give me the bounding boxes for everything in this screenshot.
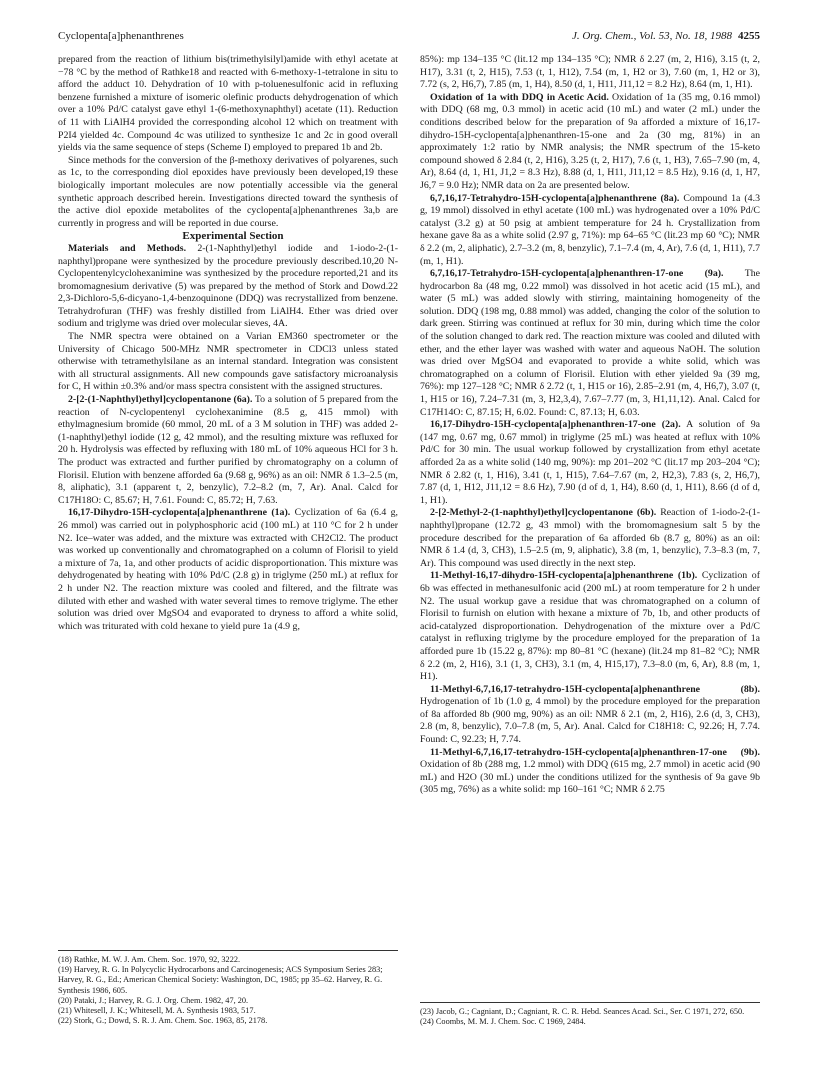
paragraph-9b (420, 747, 760, 797)
footnote-18: (18) Rathke, M. W. J. Am. Chem. Soc. 1970, 92, 3222. (58, 955, 241, 964)
paragraph-6b (420, 507, 760, 570)
subhead-1b: 11-Methyl-16,17-dihydro-15H-cyclopenta[a]phenanthrene (1b). (430, 570, 698, 582)
footnote-24: (24) Coombs, M. M. J. Chem. Soc. C 1969, 2484. (420, 1017, 586, 1027)
subhead-6a: 2-[2-(1-Naphthyl)ethyl]cyclopentanone (6a). (68, 394, 253, 406)
paragraph-6a (58, 394, 398, 507)
footnote-23: (23) Jacob, G.; Cagniant, D.; Cagniant, R. C. R. Hebd. Seances Acad. Sci., Ser. C 1971, 272, 650. (420, 1007, 745, 1016)
journal-citation: J. Org. Chem., Vol. 53, No. 18, 1988 (571, 30, 732, 42)
text-9b: Oxidation of 8b (288 mg, 1.2 mmol) with DDQ (615 mg, 2.7 mmol) in acetic acid (90 mL) and H2O (30 mL) under the conditions utilized for the synthesis of 9a gave 9b (305 mg, 76%) as a white solid: mp 160–161 °C; NMR δ 2.75 (420, 759, 760, 796)
footnote-rule-right (420, 1002, 760, 1003)
subhead-9b: 11-Methyl-6,7,16,17-tetrahydro-15H-cyclopenta[a]phenanthren-17-one (9b). (430, 746, 760, 758)
section-title: Experimental Section (182, 230, 284, 243)
running-header (58, 30, 760, 46)
text-1b: Cyclization of 6b was effected in methanesulfonic acid (200 mL) at room temperature for 2 h under N2. The usual workup gave a residue that was chromatographed on a column of Florisil to furnish on elution with hexane a mixture of 7b, 1b, and other products of acid-catalyzed disproportionation. Dehydrogenation of the mixture over a Pd/C catalyst in refluxing triglyme by the procedure employed for the preparation of 1a afforded pure 1b (15.22 g, 87%): mp 80–81 °C (hexane) (lit.24 mp 81–82 °C); NMR δ 2.2 (m, 2, H16), 3.1 (1, 3, CH3), 3.1 (m, 4, H15,17), 7.3–8.0 (m, 6, Ar), 8.8 (m, 1, H1). (420, 570, 760, 683)
paragraph-9a (420, 268, 760, 419)
header-section-title: Cyclopenta[a]phenanthrenes (58, 30, 184, 42)
footnote-19: (19) Harvey, R. G. In Polycyclic Hydrocarbons and Carcinogenesis; ACS Symposium Series 283; Harvey, R. G., Ed.; American Chemical Society: Washington, DC, 1985; pp 35–62. Harvey, R. G. Synthesis 1986, 605. (58, 965, 383, 995)
subhead-8b: 11-Methyl-6,7,16,17-tetrahydro-15H-cyclopenta[a]phenanthrene (8b). (430, 683, 760, 695)
page-number: 4255 (738, 30, 760, 42)
text-oxidation-1a: Oxidation of 1a (35 mg, 0.16 mmol) with DDQ (68 mg, 0.3 mmol) in acetic acid (10 mL) and water (2 mL) under the conditions described below for the preparation of 9a afforded a mixture of 16,17-dihydro-15H-cyclopenta[a]phenanthren-15-one and 2a (30 mg, 81%) in an approximately 1:2 ratio by NMR analysis; the NMR spectrum of the 15-keto compound showed δ 2.84 (t, 2, H16), 3.25 (t, 2, H17), 7.6 (t, 1, H3), 7.65–7.90 (m, 4, Ar), 8.64 (d, 1, H1, J1,2 = 8.3 Hz), 8.88 (d, 1, H11, J11,12 = 8.5 Hz), 9.16 (d, 1, H7, J6,7 = 9.0 Hz); NMR data on 2a are presented below. (420, 91, 760, 191)
text-6b: Reaction of 1-iodo-2-(1-naphthyl)propane (12.72 g, 43 mmol) with the bromomagnesium salt 5 by the procedure described for the preparation of 6a afforded 6b (8.7 g, 80%) as an oil: NMR δ 1.4 (d, 3, CH3), 1.5–2.5 (m, 9, aliphatic), 3.8 (m, 1, benzylic), 7.3–8.3 (m, 7, Ar). This compound was used directly in the next step. (420, 507, 760, 569)
text-materials: 2-(1-Naphthyl)ethyl iodide and 1-iodo-2-(1-naphthyl)propane were synthesized by the procedure previously described.10,20 N-Cyclopentenylcyclohexanimine was synthesized by the procedure reported,21 and its bromomagnesium derivative (5) was prepared by the method of Stork and Dowd.22 2,3-Dichloro-5,6-dicyano-1,4-benzoquinone (DDQ) was recrystallized from benzene. Tetrahydrofuran (THF) was freshly distilled from LiAlH4. Ether was dried over sodium and triglyme was dried over molecular sieves, 4A. (58, 242, 398, 330)
text-9a: The hydrocarbon 8a (48 mg, 0.22 mmol) was dissolved in hot acetic acid (15 mL), and water (5 mL) was added slowly with stirring, maintaining homogeneity of the solution. DDQ (198 mg, 0.88 mmol) was added, changing the color of the solution to dark green. Stirring was continued at reflux for 30 min, during which time the color of the solution changed to dark red. The reaction mixture was cooled and diluted with ether, and the ether layer was washed with water and aqueous NaOH. The solution was dried over MgSO4 and evaporated to provide a white solid, which was chromatographed on a column of Florisil. Elution with ether yielded 9a (39 mg, 76%): mp 127–128 °C; NMR δ 2.72 (t, 1, H15 or 16), 2.85–2.91 (m, 4, H6,7), 3.07 (t, 1, H15 or 16), 7.24–7.31 (m, 3, H2,3,4), 7.67–7.77 (m, 3, H1,11,12). Anal. Calcd for C17H14O: C, 87.15; H, 6.02. Found: C, 87.13; H, 6.03. (420, 268, 760, 418)
text-6a: To a solution of 5 prepared from the reaction of N-cyclopentenyl cyclohexanimine (8.5 g, 415 mmol) with ethylmagnesium bromide (60 mmol, 20 mL of a 3 M solution in THF) was added 2-(1-naphthyl)ethyl iodide (12 g, 42 mmol), and the resulting mixture was refluxed for 20 h. Hydrolysis was effected by refluxing with 180 mL of 10% aqueous HCl for 3 h. The product was extracted and further purified by chromatography on a column of Florisil. Elution with benzene afforded 6a (9.68 g, 96%) as an oil: NMR δ 1.3–2.5 (m, 8, aliphatic), 3.1 (apparent t, 2, benzylic), 7.2–8.2 (m, 7, Ar). Anal. Calcd for C17H18O: C, 85.67; H, 7.61. Found: C, 85.72; H, 7.63. (58, 394, 398, 506)
right-footnotes (420, 1002, 760, 1027)
paragraph-1a-continued: 85%): mp 134–135 °C (lit.12 mp 134–135 °C); NMR δ 2.27 (m, 2, H16), 3.15 (t, 2, H17), 3.31 (t, 2, H15), 7.53 (t, 1, H12), 7.54 (m, 1, H2 or 3), 7.60 (m, 1, H2 or 3), 7.72 (s, 2, H6,7), 7.85 (m, 1, H4), 8.50 (d, 1, H11, J11,12 = 8.2 Hz), 8.64 (m, 1, H1). (420, 54, 760, 91)
subhead-1a: 16,17-Dihydro-15H-cyclopenta[a]phenanthrene (1a). (68, 507, 291, 519)
paragraph-8a (420, 193, 760, 269)
left-footnotes (58, 950, 398, 1026)
paragraph-1a (58, 507, 398, 633)
footnote-rule (58, 950, 398, 951)
subhead-oxidation-1a: Oxidation of 1a with DDQ in Acetic Acid. (430, 91, 609, 103)
paragraph-2a (420, 419, 760, 507)
paragraph-diol-epoxides: Since methods for the conversion of the β-methoxy derivatives of polyarenes, such as 1c, to the corresponding diol epoxides have previously been developed,19 these biologically important molecules are now potentially accessible via the general synthetic approach described herein. Investigations directed toward the synthesis of the active diol epoxide metabolites of the cyclopenta[a]phenanthrenes 3a,b are currently in progress and will be reported in due course. (58, 154, 398, 229)
paragraph-materials (58, 243, 398, 331)
text-1a: Cyclization of 6a (6.4 g, 26 mmol) was carried out in polyphosphoric acid (100 mL) at 110 °C for 2 h under N2. Ice–water was added, and the mixture was extracted with CH2Cl2. The product was worked up conventionally and chromatographed on a column of Florisil to yield a mixture of 7a, 1a, and other products of acidic disproportionation. This mixture was dehydrogenated by heating with 10% Pd/C (2.8 g) in triglyme (250 mL) at reflux for 2 h under N2. The reaction mixture was cooled and filtered, and the filtrate was diluted with ether and washed with water several times to remove triglyme. The ether solution was dried over MgSO4 and evaporated to dryness to afford a white solid, which was triturated with cold hexane to yield pure 1a (4.9 g, (58, 507, 399, 632)
subhead-9a: 6,7,16,17-Tetrahydro-15H-cyclopenta[a]phenanthren-17-one (9a). (430, 268, 724, 280)
text-8b: Hydrogenation of 1b (1.0 g, 4 mmol) by the procedure employed for the preparation of 8a afforded 8b (900 mg, 90%) as an oil: NMR δ 2.1 (m, 2, H16), 2.6 (d, 3, CH3), 2.8 (m, 8, benzylic), 7.0–7.8 (m, 5, Ar). Anal. Calcd for C18H18: C, 92.26; H, 7.74. Found: C, 92.23; H, 7.74. (420, 696, 760, 746)
footnote-22: (22) Stork, G.; Dowd, S. R. J. Am. Chem. Soc. 1963, 85, 2178. (58, 1016, 268, 1026)
paragraph-continuation: prepared from the reaction of lithium bis(trimethylsilyl)amide with ethyl acetate at −78 °C by the method of Rathke18 and reacted with 6-methoxy-1-tetralone in situ to afford the adduct 10. Dehydration of 10 with p-toluenesulfonic acid in refluxing benzene furnished a mixture of isomeric olefinic products dehydrogenation of which over a 10% Pd/C catalyst gave ethyl 1-(6-methoxynaphthyl) acetate (11). Reduction of 11 with LiAlH4 provided the corresponding alcohol 12 which on treatment with P2I4 yielded 4c. Compound 4c was utilized to synthesize 1c and 2c in good overall yields via the same sequence of steps (Scheme I) employed to prepared 1b and 2b. (58, 54, 398, 154)
subhead-8a: 6,7,16,17-Tetrahydro-15H-cyclopenta[a]phenanthrene (8a). (430, 192, 680, 204)
subhead-6b: 2-[2-Methyl-2-(1-naphthyl)ethyl]cyclopentanone (6b). (430, 507, 657, 519)
text-8a: Compound 1a (4.3 g, 19 mmol) dissolved in ethyl acetate (100 mL) was hydrogenated over a 10% Pd/C catalyst (3.2 g) at 50 psig at ambient temperature for 24 h. Crystallization from hexane gave 8a as a white solid (2.97 g, 71%): mp 64–65 °C (lit.23 mp 60 °C); NMR δ 2.2 (m, 2, aliphatic), 2.7–3.2 (m, 8, benzylic), 7.1–7.4 (m, 4, Ar), 7.6 (d, 1, H11), 7.7 (m, 1, H1). (420, 192, 760, 267)
paragraph-nmr: The NMR spectra were obtained on a Varian EM360 spectrometer or the University of Chicago 500-MHz NMR spectrometer in CDCl3 unless stated otherwise with tetramethylsilane as an internal standard. Integration was consistent with all structural assignments. All new compounds gave satisfactory microanalysis for C, H within ±0.3% and/or mass spectra consistent with the assigned structures. (58, 331, 398, 393)
left-column (58, 54, 398, 633)
footnote-21: (21) Whitesell, J. K.; Whitesell, M. A. Synthesis 1983, 517. (58, 1006, 256, 1016)
paragraph-oxidation-1a (420, 92, 760, 193)
paragraph-1b (420, 570, 760, 683)
header-journal-citation (572, 30, 760, 42)
paragraph-8b (420, 684, 760, 747)
right-column (420, 54, 760, 797)
subhead-materials: Materials and Methods. (68, 242, 187, 254)
text-2a: A solution of 9a (147 mg, 0.67 mg, 0.67 mmol) in triglyme (25 mL) was heated at reflux with 10% Pd/C for 30 min. The usual workup followed by crystallization from ethyl acetate afforded 2a as a white solid (140 mg, 90%): mp 201–202 °C (lit.17 mp 203–204 °C); NMR δ 2.82 (t, 1, H16), 3.41 (t, 1, H15), 7.64–7.67 (m, 2, H2,3), 7.83 (s, 2, H6,7), 7.87 (d, 1, H12, J11,12 = 8.6 Hz), 7.90 (d of d, 1, H4), 8.60 (d, 1, H11), 8.66 (d of d, 1, H1). (420, 419, 760, 506)
subhead-2a: 16,17-Dihydro-15H-cyclopenta[a]phenanthren-17-one (2a). (430, 419, 681, 431)
footnote-20: (20) Pataki, J.; Harvey, R. G. J. Org. Chem. 1982, 47, 20. (58, 995, 249, 1005)
